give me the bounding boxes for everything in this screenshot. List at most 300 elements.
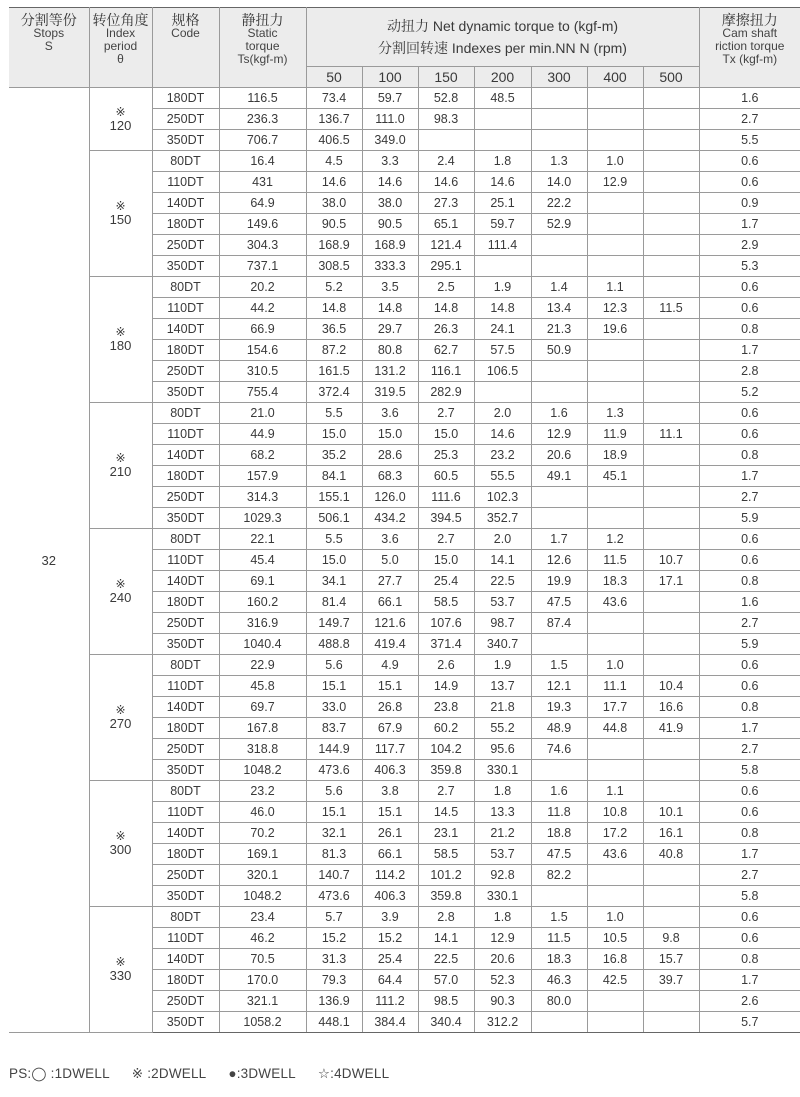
dynamic-torque-cell [587,886,643,907]
static-torque-cell: 160.2 [219,592,306,613]
speed-header: 100 [362,67,418,88]
dynamic-torque-cell: 14.6 [362,172,418,193]
friction-torque-cell: 0.6 [699,907,800,928]
dynamic-torque-cell: 19.9 [531,571,587,592]
dynamic-torque-cell: 340.4 [418,1012,474,1033]
dynamic-torque-cell: 15.1 [306,802,362,823]
table-row [9,151,800,172]
dynamic-torque-cell: 81.3 [306,844,362,865]
dynamic-torque-cell: 394.5 [418,508,474,529]
static-torque-cell: 22.1 [219,529,306,550]
dynamic-torque-cell: 136.9 [306,991,362,1012]
static-torque-cell: 70.5 [219,949,306,970]
dynamic-torque-cell: 11.9 [587,424,643,445]
dynamic-torque-cell: 3.9 [362,907,418,928]
dynamic-torque-cell: 10.4 [643,676,699,697]
friction-torque-cell: 5.3 [699,256,800,277]
dynamic-torque-cell: 38.0 [362,193,418,214]
dynamic-torque-cell: 36.5 [306,319,362,340]
dynamic-torque-cell: 1.0 [587,907,643,928]
dynamic-torque-cell: 48.9 [531,718,587,739]
dynamic-torque-cell: 111.0 [362,109,418,130]
dynamic-torque-cell [643,760,699,781]
dynamic-torque-cell: 3.8 [362,781,418,802]
dynamic-torque-cell: 12.9 [587,172,643,193]
torque-spec-table [9,7,800,1033]
friction-torque-cell: 1.7 [699,340,800,361]
dynamic-torque-cell: 98.3 [418,109,474,130]
dynamic-torque-cell: 406.5 [306,130,362,151]
friction-torque-cell: 0.6 [699,403,800,424]
dynamic-torque-cell: 5.2 [306,277,362,298]
friction-torque-cell: 2.7 [699,739,800,760]
friction-torque-cell: 1.7 [699,718,800,739]
speed-header: 500 [643,67,699,88]
header-code: 规格 Code [152,8,219,88]
dynamic-torque-cell: 53.7 [474,844,531,865]
dynamic-torque-cell [643,739,699,760]
static-torque-cell: 66.9 [219,319,306,340]
friction-torque-cell: 1.7 [699,970,800,991]
dynamic-torque-cell: 330.1 [474,760,531,781]
static-torque-cell: 318.8 [219,739,306,760]
dynamic-torque-cell: 98.5 [418,991,474,1012]
dynamic-torque-cell: 14.0 [531,172,587,193]
code-cell: 180DT [152,592,219,613]
friction-torque-cell: 0.6 [699,151,800,172]
dynamic-torque-cell: 25.1 [474,193,531,214]
period-value: 210 [109,464,132,479]
dynamic-torque-cell: 2.0 [474,529,531,550]
code-cell: 350DT [152,1012,219,1033]
dynamic-torque-cell: 80.8 [362,340,418,361]
dynamic-torque-cell [587,109,643,130]
dynamic-torque-cell: 48.5 [474,88,531,109]
dynamic-torque-cell: 13.7 [474,676,531,697]
static-torque-cell: 154.6 [219,340,306,361]
code-cell: 250DT [152,613,219,634]
dynamic-torque-cell: 1.5 [531,907,587,928]
dynamic-torque-cell: 10.5 [587,928,643,949]
dynamic-torque-cell: 22.2 [531,193,587,214]
dynamic-torque-cell: 116.1 [418,361,474,382]
code-cell: 350DT [152,886,219,907]
dynamic-torque-cell [643,991,699,1012]
code-cell: 250DT [152,865,219,886]
dynamic-torque-cell: 15.1 [362,802,418,823]
dynamic-torque-cell: 101.2 [418,865,474,886]
table-body [9,88,800,1033]
code-cell: 250DT [152,109,219,130]
dynamic-torque-cell: 32.1 [306,823,362,844]
table-row [9,655,800,676]
code-cell: 80DT [152,781,219,802]
dynamic-torque-cell: 31.3 [306,949,362,970]
dynamic-torque-cell [531,382,587,403]
dynamic-torque-cell [587,235,643,256]
dynamic-torque-cell [643,319,699,340]
dynamic-torque-cell [531,634,587,655]
dynamic-torque-cell: 58.5 [418,844,474,865]
code-cell: 110DT [152,550,219,571]
dynamic-torque-cell: 14.6 [474,424,531,445]
dynamic-torque-cell [531,109,587,130]
index-period-cell [89,151,152,277]
dynamic-torque-cell [643,634,699,655]
dynamic-torque-cell [643,382,699,403]
dynamic-torque-cell: 29.7 [362,319,418,340]
dynamic-torque-cell: 473.6 [306,886,362,907]
dynamic-torque-cell [643,88,699,109]
dynamic-torque-cell: 43.6 [587,592,643,613]
dynamic-torque-cell [643,466,699,487]
dynamic-torque-cell: 308.5 [306,256,362,277]
static-torque-cell: 68.2 [219,445,306,466]
dynamic-torque-cell [643,214,699,235]
dynamic-torque-cell: 1.8 [474,781,531,802]
period-value: 330 [109,968,132,983]
static-torque-cell: 1040.4 [219,634,306,655]
dynamic-torque-cell: 126.0 [362,487,418,508]
friction-torque-cell: 2.9 [699,235,800,256]
static-torque-cell: 170.0 [219,970,306,991]
dynamic-torque-cell: 282.9 [418,382,474,403]
code-cell: 80DT [152,655,219,676]
dynamic-torque-cell [643,592,699,613]
code-cell: 180DT [152,844,219,865]
dynamic-torque-cell: 52.3 [474,970,531,991]
static-torque-cell: 46.0 [219,802,306,823]
dynamic-torque-cell: 83.7 [306,718,362,739]
dynamic-torque-cell: 23.8 [418,697,474,718]
legend-1dwell: PS:◯ :1DWELL [9,1066,110,1081]
dynamic-torque-cell [587,214,643,235]
dynamic-torque-cell [643,886,699,907]
static-torque-cell: 321.1 [219,991,306,1012]
dynamic-torque-cell: 5.5 [306,529,362,550]
static-torque-cell: 69.1 [219,571,306,592]
dwell-mark: ※ [115,104,126,119]
dynamic-torque-cell: 359.8 [418,760,474,781]
dynamic-torque-cell: 111.6 [418,487,474,508]
dynamic-torque-cell: 2.6 [418,655,474,676]
friction-torque-cell: 0.6 [699,676,800,697]
dynamic-torque-cell: 67.9 [362,718,418,739]
friction-torque-cell: 2.6 [699,991,800,1012]
index-period-cell [89,403,152,529]
friction-torque-cell: 2.7 [699,865,800,886]
friction-torque-cell: 0.8 [699,949,800,970]
dynamic-torque-cell: 18.3 [531,949,587,970]
static-torque-cell: 116.5 [219,88,306,109]
static-torque-cell: 20.2 [219,277,306,298]
dynamic-torque-cell: 136.7 [306,109,362,130]
code-cell: 140DT [152,319,219,340]
static-torque-cell: 304.3 [219,235,306,256]
dynamic-torque-cell [643,445,699,466]
dynamic-torque-cell: 384.4 [362,1012,418,1033]
dynamic-torque-cell: 3.6 [362,529,418,550]
dynamic-torque-cell: 352.7 [474,508,531,529]
speed-header: 200 [474,67,531,88]
dynamic-torque-cell [587,382,643,403]
friction-torque-cell: 0.6 [699,424,800,445]
table-row [9,781,800,802]
dynamic-torque-cell: 27.7 [362,571,418,592]
dynamic-torque-cell [643,487,699,508]
dynamic-torque-cell: 47.5 [531,592,587,613]
dynamic-torque-cell: 21.3 [531,319,587,340]
static-torque-cell: 314.3 [219,487,306,508]
friction-torque-cell: 0.6 [699,928,800,949]
dynamic-torque-cell: 64.4 [362,970,418,991]
dynamic-torque-cell: 60.2 [418,718,474,739]
code-cell: 110DT [152,676,219,697]
dynamic-torque-cell: 15.0 [418,550,474,571]
dynamic-torque-cell: 80.0 [531,991,587,1012]
static-torque-cell: 1048.2 [219,760,306,781]
dynamic-torque-cell: 57.5 [474,340,531,361]
index-period-cell [89,88,152,151]
dynamic-torque-cell: 47.5 [531,844,587,865]
dynamic-torque-cell: 92.8 [474,865,531,886]
friction-torque-cell: 2.7 [699,487,800,508]
dynamic-torque-cell: 50.9 [531,340,587,361]
stops-cell: 32 [9,88,89,1033]
speed-header: 300 [531,67,587,88]
code-cell: 80DT [152,529,219,550]
period-value: 150 [109,212,132,227]
dynamic-torque-cell: 17.7 [587,697,643,718]
dynamic-torque-cell: 5.6 [306,655,362,676]
dynamic-torque-cell: 57.0 [418,970,474,991]
dynamic-torque-cell: 14.8 [418,298,474,319]
dynamic-torque-cell: 168.9 [306,235,362,256]
static-torque-cell: 149.6 [219,214,306,235]
dynamic-torque-cell: 14.8 [474,298,531,319]
dwell-legend [9,1066,389,1082]
table-row [9,88,800,109]
dynamic-torque-cell: 18.3 [587,571,643,592]
dynamic-torque-cell [643,130,699,151]
header-index-period: 转位角度 Index period θ [89,8,152,88]
dynamic-torque-cell [643,361,699,382]
dynamic-torque-cell [643,907,699,928]
friction-torque-cell: 5.7 [699,1012,800,1033]
static-torque-cell: 167.8 [219,718,306,739]
dynamic-torque-cell: 1.7 [531,529,587,550]
static-torque-cell: 22.9 [219,655,306,676]
dynamic-torque-cell: 312.2 [474,1012,531,1033]
dynamic-torque-cell [531,88,587,109]
friction-torque-cell: 5.5 [699,130,800,151]
dynamic-torque-cell: 12.3 [587,298,643,319]
static-torque-cell: 755.4 [219,382,306,403]
dynamic-torque-cell: 2.5 [418,277,474,298]
dynamic-torque-cell: 13.3 [474,802,531,823]
code-cell: 180DT [152,970,219,991]
static-torque-cell: 46.2 [219,928,306,949]
dynamic-torque-cell: 11.5 [643,298,699,319]
code-cell: 140DT [152,571,219,592]
period-value: 180 [109,338,132,353]
dynamic-torque-cell [587,256,643,277]
dynamic-torque-cell [643,277,699,298]
dynamic-torque-cell: 1.8 [474,151,531,172]
dynamic-torque-cell: 95.6 [474,739,531,760]
code-cell: 180DT [152,466,219,487]
friction-torque-cell: 0.6 [699,802,800,823]
dynamic-torque-cell: 18.8 [531,823,587,844]
code-cell: 140DT [152,193,219,214]
dwell-mark: ※ [115,451,126,465]
dynamic-torque-cell: 1.8 [474,907,531,928]
static-torque-cell: 706.7 [219,130,306,151]
dynamic-torque-cell: 372.4 [306,382,362,403]
dynamic-torque-cell: 49.1 [531,466,587,487]
dynamic-torque-cell: 84.1 [306,466,362,487]
dynamic-torque-cell: 87.4 [531,613,587,634]
dynamic-torque-cell: 81.4 [306,592,362,613]
dynamic-torque-cell [587,193,643,214]
static-torque-cell: 64.9 [219,193,306,214]
dynamic-torque-cell [643,256,699,277]
dynamic-torque-cell: 144.9 [306,739,362,760]
code-cell: 350DT [152,508,219,529]
code-cell: 80DT [152,277,219,298]
dynamic-torque-cell: 106.5 [474,361,531,382]
dynamic-torque-cell: 14.6 [474,172,531,193]
dynamic-torque-cell: 59.7 [474,214,531,235]
dynamic-torque-cell: 11.8 [531,802,587,823]
friction-torque-cell: 2.7 [699,613,800,634]
dynamic-torque-cell: 1.2 [587,529,643,550]
dynamic-torque-cell: 45.1 [587,466,643,487]
dynamic-torque-cell [643,613,699,634]
friction-torque-cell: 0.6 [699,655,800,676]
dynamic-torque-cell: 107.6 [418,613,474,634]
code-cell: 350DT [152,760,219,781]
dynamic-torque-cell: 10.7 [643,550,699,571]
static-torque-cell: 169.1 [219,844,306,865]
dynamic-torque-cell: 35.2 [306,445,362,466]
dynamic-torque-cell: 104.2 [418,739,474,760]
dynamic-torque-cell [643,865,699,886]
dynamic-torque-cell: 1.9 [474,277,531,298]
dynamic-torque-cell: 22.5 [474,571,531,592]
dynamic-torque-cell [531,508,587,529]
friction-torque-cell: 0.8 [699,697,800,718]
static-torque-cell: 69.7 [219,697,306,718]
dynamic-torque-cell: 25.3 [418,445,474,466]
dynamic-torque-cell: 14.9 [418,676,474,697]
dynamic-torque-cell: 14.1 [418,928,474,949]
dynamic-torque-cell: 1.0 [587,151,643,172]
friction-torque-cell: 1.6 [699,88,800,109]
dynamic-torque-cell: 90.5 [306,214,362,235]
period-value: 300 [109,842,132,857]
dwell-mark: ※ [115,829,126,843]
dynamic-torque-cell: 14.6 [418,172,474,193]
friction-torque-cell: 1.7 [699,214,800,235]
dynamic-torque-cell: 11.1 [587,676,643,697]
dynamic-torque-cell: 21.8 [474,697,531,718]
dynamic-torque-cell: 11.1 [643,424,699,445]
dynamic-torque-cell: 1.0 [587,655,643,676]
dynamic-torque-cell [643,340,699,361]
static-torque-cell: 316.9 [219,613,306,634]
dynamic-torque-cell: 18.9 [587,445,643,466]
dynamic-torque-cell: 20.6 [474,949,531,970]
dynamic-torque-cell: 74.6 [531,739,587,760]
dynamic-torque-cell: 19.6 [587,319,643,340]
dwell-mark: ※ [115,325,126,339]
header-friction-torque: 摩擦扭力 Cam shaft riction torque Tx (kgf-m) [699,8,800,88]
dynamic-torque-cell: 52.9 [531,214,587,235]
dynamic-torque-cell: 406.3 [362,886,418,907]
dynamic-torque-cell: 330.1 [474,886,531,907]
code-cell: 350DT [152,382,219,403]
dynamic-torque-cell: 1.6 [531,781,587,802]
dwell-mark: ※ [115,955,126,969]
dynamic-torque-cell: 4.5 [306,151,362,172]
dynamic-torque-cell: 90.5 [362,214,418,235]
friction-torque-cell: 5.9 [699,508,800,529]
dynamic-torque-cell: 9.8 [643,928,699,949]
dynamic-torque-cell: 1.3 [587,403,643,424]
dynamic-torque-cell: 5.6 [306,781,362,802]
code-cell: 110DT [152,172,219,193]
dynamic-torque-cell: 140.7 [306,865,362,886]
dynamic-torque-cell: 24.1 [474,319,531,340]
table-row [9,529,800,550]
dynamic-torque-cell: 3.6 [362,403,418,424]
dynamic-torque-cell: 1.6 [531,403,587,424]
index-period-cell [89,529,152,655]
dynamic-torque-cell: 53.7 [474,592,531,613]
dynamic-torque-cell [643,508,699,529]
dynamic-torque-cell: 2.7 [418,529,474,550]
dynamic-torque-cell: 40.8 [643,844,699,865]
dynamic-torque-cell: 473.6 [306,760,362,781]
dynamic-torque-cell [643,529,699,550]
code-cell: 250DT [152,739,219,760]
dynamic-torque-cell: 1.5 [531,655,587,676]
dynamic-torque-cell: 55.5 [474,466,531,487]
friction-torque-cell: 0.8 [699,571,800,592]
friction-torque-cell: 0.8 [699,319,800,340]
friction-torque-cell: 5.8 [699,886,800,907]
dynamic-torque-cell [587,508,643,529]
dynamic-torque-cell: 3.3 [362,151,418,172]
code-cell: 350DT [152,634,219,655]
dynamic-torque-cell [587,613,643,634]
dynamic-torque-cell: 359.8 [418,886,474,907]
static-torque-cell: 310.5 [219,361,306,382]
speed-header: 50 [306,67,362,88]
dwell-mark: ※ [115,703,126,717]
dynamic-torque-cell: 23.1 [418,823,474,844]
dynamic-torque-cell: 22.5 [418,949,474,970]
friction-torque-cell: 0.8 [699,823,800,844]
speed-header: 400 [587,67,643,88]
dwell-mark: ※ [115,577,126,591]
code-cell: 140DT [152,949,219,970]
dynamic-torque-cell: 90.3 [474,991,531,1012]
friction-torque-cell: 0.6 [699,172,800,193]
dynamic-torque-cell [643,655,699,676]
dynamic-torque-cell: 319.5 [362,382,418,403]
